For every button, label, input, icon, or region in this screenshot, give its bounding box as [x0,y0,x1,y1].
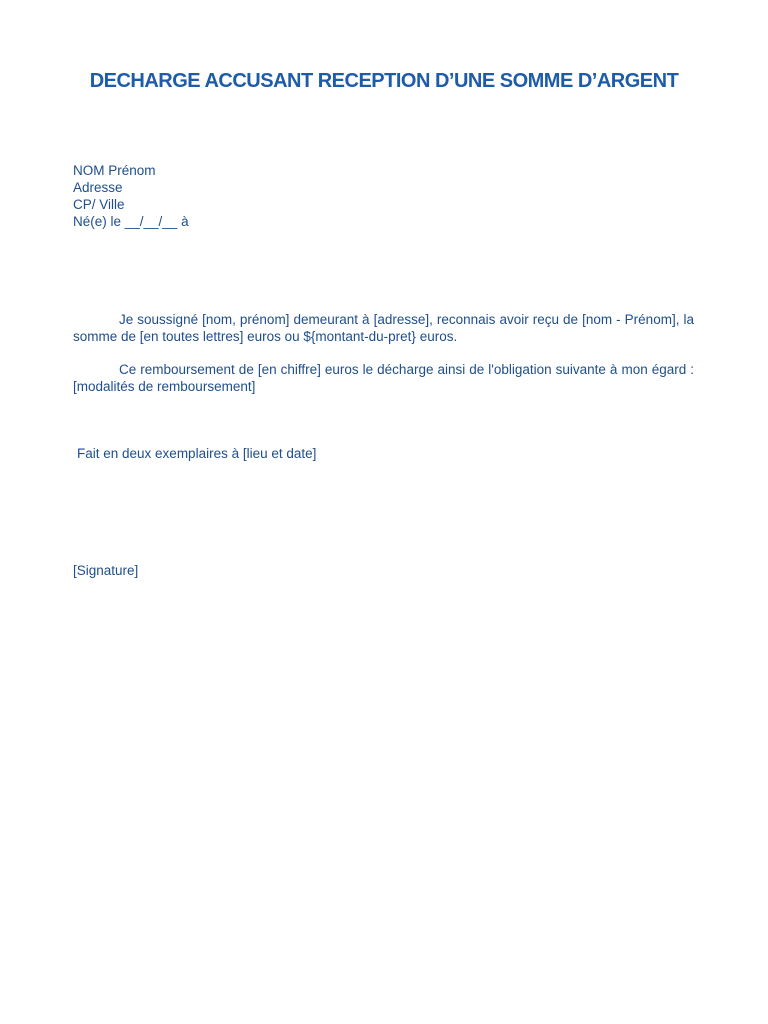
address-block [73,162,189,230]
closing-line: Fait en deux exemplaires à [lieu et date] [77,446,317,461]
address-birth: Né(e) le __/__/__ à [73,214,189,229]
paragraph-repayment: Ce remboursement de [en chiffre] euros le décharge ainsi de l'obligation suivante à mon égard : [modalités de remboursement] [73,362,694,394]
address-name: NOM Prénom [73,163,156,178]
address-street: Adresse [73,180,123,195]
address-city: CP/ Ville [73,197,125,212]
paragraph-receipt: Je soussigné [nom, prénom] demeurant à [adresse], reconnais avoir reçu de [nom - Prénom], la somme de [en toutes lettres] euros ou ${montant-du-pret} euros. [73,312,694,344]
signature-placeholder: [Signature] [73,563,139,578]
document-title: DECHARGE ACCUSANT RECEPTION D’UNE SOMME D’ARGENT [89,70,679,92]
